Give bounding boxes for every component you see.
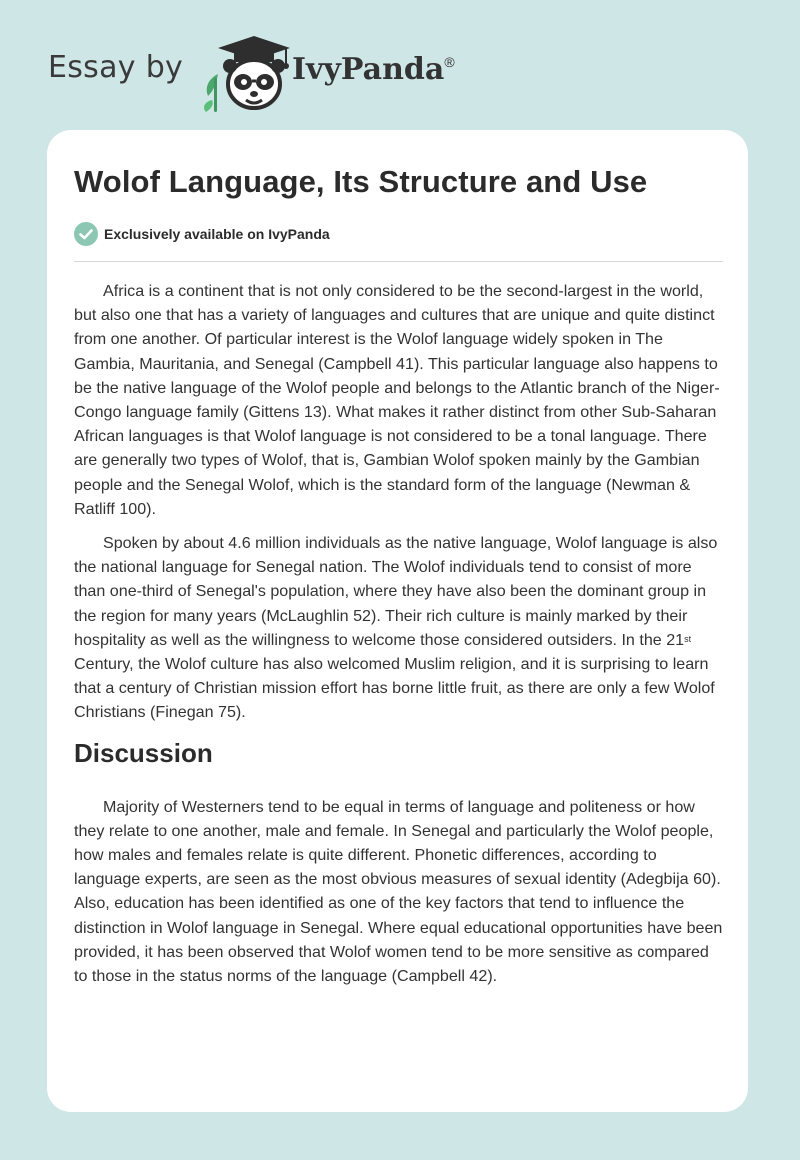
brand-name: IvyPanda®: [292, 52, 455, 87]
site-header: [48, 30, 548, 120]
essay-by-label: Essay by: [48, 50, 184, 85]
checkmark-circle-icon: [74, 222, 98, 246]
panda-graduate-logo-icon: [200, 34, 292, 114]
essay-card: [47, 130, 748, 1112]
paragraph-discussion: Majority of Westerners tend to be equal in terms of language and politeness or how they relate to one another, male and female. In Senegal and particularly the Wolof people, how males and females relate is quite different. Phonetic differences, according to language experts, are seen as the most obvious measures of sexual identity (Adegbija 60). Also, education has been identified as one of the key factors that tend to influence the distinction in Wolof language in Senegal. Where equal educational opportunities have been provided, it has been observed that Wolof women tend to be more sensitive as compared to those in the status norms of the language (Campbell 42).: [74, 797, 723, 986]
section-heading-discussion: Discussion: [74, 737, 213, 768]
paragraph-intro: Africa is a continent that is not only considered to be the second-largest in the world, but also one that has a variety of languages and cultures that are unique and quite distinct from one another. Of particular interest is the Wolof language widely spoken in The Gambia, Mauritania, and Senegal (Campbell 41). This particular language also happens to be the native language of the Wolof people and belongs to the Atlantic branch of the Niger-Congo language family (Gittens 13). What makes it rather distinct from other Sub-Saharan African languages is that Wolof language is not considered to be a tonal language. There are generally two types of Wolof, that is, Gambian Wolof spoken mainly by the Gambian people and the Senegal Wolof, which is the standard form of the language (Newman & Ratliff 100).: [74, 282, 720, 518]
divider: [74, 261, 723, 262]
essay-body: [74, 279, 723, 998]
ordinal-suffix: st: [684, 633, 692, 644]
exclusive-label: Exclusively available on IvyPanda: [104, 226, 330, 242]
exclusive-badge: [74, 222, 330, 246]
paragraph-background: Spoken by about 4.6 million individuals as the native language, Wolof language is also the national language for Senegal nation. The Wolof individuals tend to consist of more than one-third of Senegal's population, where they have also been the dominant group in the region for many years (McLaughlin 52). Their rich culture is mainly marked by their hospitality as well as the willingness to welcome those considered outsiders. In the 21st Century, the Wolof culture has also welcomed Muslim religion, and it is surprising to learn that a century of Christian mission effort has borne little fruit, as there are only a few Wolof Christians (Finegan 75).: [74, 534, 718, 722]
registered-mark: ®: [444, 54, 455, 70]
page-title: Wolof Language, Its Structure and Use: [74, 164, 648, 199]
